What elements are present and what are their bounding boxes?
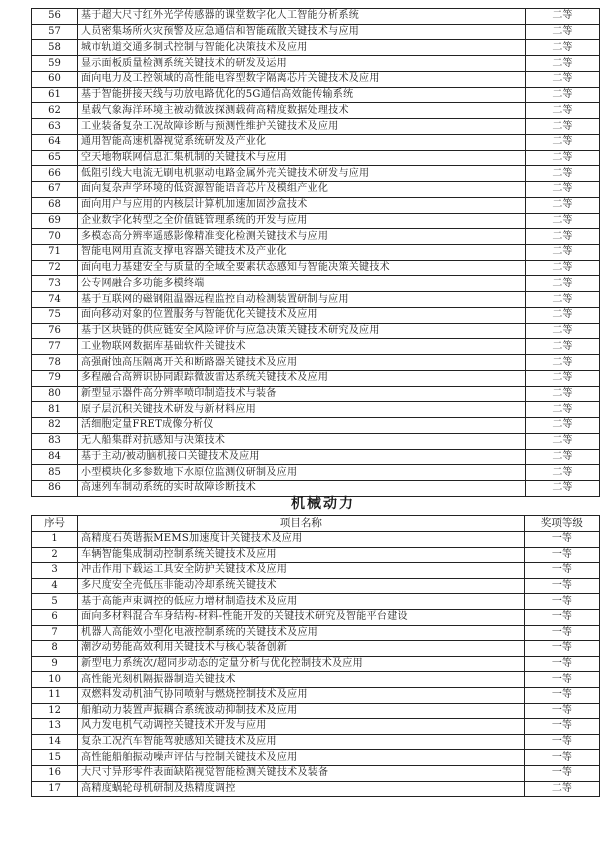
table-row	[32, 197, 600, 213]
table-row	[32, 402, 600, 418]
row-award-level: 二等	[525, 134, 599, 150]
table-row	[32, 449, 600, 465]
table-row	[32, 609, 600, 625]
table-row	[32, 781, 600, 797]
row-project-name: 公专网融合多功能多模终端	[77, 276, 525, 292]
table-row	[32, 24, 600, 40]
row-award-level: 一等	[524, 687, 599, 703]
row-award-level: 二等	[525, 292, 599, 308]
table-row	[32, 418, 600, 434]
row-project-name: 工业装备复杂工况故障诊断与预测性维护关键技术及应用	[77, 119, 525, 135]
row-project-name: 高精度蜗轮母机研制及热精度调控	[78, 781, 525, 797]
row-project-name: 面向电力及工控领域的高性能电容型数字隔离芯片关键技术及应用	[77, 71, 525, 87]
table-row	[32, 719, 600, 735]
row-serial-no: 8	[32, 641, 78, 657]
row-serial-no: 9	[32, 656, 78, 672]
row-serial-no: 6	[32, 609, 78, 625]
row-serial-no: 71	[32, 245, 78, 261]
row-project-name: 双燃料发动机油气协同喷射与燃烧控制技术及应用	[78, 687, 525, 703]
table-row	[32, 119, 600, 135]
table-row	[32, 9, 600, 25]
row-project-name: 高性能船舶振动噪声评估与控制关键技术及应用	[78, 750, 525, 766]
row-serial-no: 10	[32, 672, 78, 688]
row-award-level: 一等	[524, 765, 599, 781]
table-row	[32, 641, 600, 657]
row-award-level: 一等	[524, 532, 599, 548]
row-award-level: 二等	[525, 166, 599, 182]
row-award-level: 一等	[524, 719, 599, 735]
table-row	[32, 307, 600, 323]
table-row	[32, 765, 600, 781]
row-award-level: 一等	[524, 734, 599, 750]
row-award-level: 一等	[524, 703, 599, 719]
row-project-name: 高性能光刻机隔振器制造关键技术	[78, 672, 525, 688]
table-row	[32, 465, 600, 481]
row-serial-no: 64	[32, 134, 78, 150]
row-project-name: 企业数字化转型之全价值链管理系统的开发与应用	[77, 213, 525, 229]
row-project-name: 基于主动/被动脑机接口关键技术及应用	[77, 449, 525, 465]
row-project-name: 车辆智能集成制动控制系统关键技术及应用	[78, 547, 525, 563]
row-project-name: 潮汐动势能高效利用关键技术与核心装备创新	[78, 641, 525, 657]
row-project-name: 冲击作用下载运工具安全防护关键技术及应用	[78, 563, 525, 579]
row-serial-no: 69	[32, 213, 78, 229]
row-project-name: 面向多材料混合车身结构-材料-性能开发的关键技术研究及智能平台建设	[78, 609, 525, 625]
row-serial-no: 59	[32, 56, 78, 72]
row-serial-no: 12	[32, 703, 78, 719]
row-award-level: 一等	[524, 750, 599, 766]
row-serial-no: 77	[32, 339, 78, 355]
row-project-name: 面向电力基建安全与质量的全域全要素状态感知与智能决策关键技术	[77, 260, 525, 276]
row-serial-no: 13	[32, 719, 78, 735]
table-row	[32, 150, 600, 166]
row-award-level: 二等	[525, 418, 599, 434]
row-award-level: 二等	[525, 433, 599, 449]
row-serial-no: 79	[32, 370, 78, 386]
table-row	[32, 656, 600, 672]
table-row	[32, 672, 600, 688]
table-row	[32, 703, 600, 719]
row-award-level: 二等	[525, 355, 599, 371]
row-award-level: 二等	[525, 24, 599, 40]
row-award-level: 二等	[524, 781, 599, 797]
row-serial-no: 83	[32, 433, 78, 449]
row-serial-no: 73	[32, 276, 78, 292]
table-row	[32, 594, 600, 610]
row-serial-no: 75	[32, 307, 78, 323]
row-serial-no: 66	[32, 166, 78, 182]
row-serial-no: 17	[32, 781, 78, 797]
table-row	[32, 40, 600, 56]
row-serial-no: 63	[32, 119, 78, 135]
mechanical-power-table	[31, 515, 600, 797]
table-row	[32, 339, 600, 355]
row-serial-no: 1	[32, 532, 78, 548]
table-row	[32, 625, 600, 641]
row-award-level: 二等	[525, 465, 599, 481]
row-award-level: 二等	[525, 213, 599, 229]
row-project-name: 空天地物联网信息汇集机制的关键技术与应用	[77, 150, 525, 166]
row-award-level: 二等	[525, 87, 599, 103]
row-serial-no: 81	[32, 402, 78, 418]
row-award-level: 二等	[525, 370, 599, 386]
row-serial-no: 7	[32, 625, 78, 641]
row-award-level: 一等	[524, 656, 599, 672]
row-award-level: 二等	[525, 9, 599, 25]
row-award-level: 二等	[525, 119, 599, 135]
row-award-level: 二等	[525, 56, 599, 72]
row-serial-no: 5	[32, 594, 78, 610]
row-project-name: 基于区块链的供应链安全风险评价与应急决策关键技术研究及应用	[77, 323, 525, 339]
row-project-name: 新型电力系统次/超同步动态的定量分析与优化控制技术及应用	[78, 656, 525, 672]
row-project-name: 活细胞定量FRET成像分析仪	[77, 418, 525, 434]
table-row	[32, 370, 600, 386]
table-row	[32, 355, 600, 371]
row-project-name: 多模态高分辨率遥感影像精准变化检测关键技术与应用	[77, 229, 525, 245]
row-project-name: 星载气象海洋环境主被动微波探测载荷高精度数据处理技术	[77, 103, 525, 119]
row-serial-no: 62	[32, 103, 78, 119]
row-project-name: 基于高能声束调控的低应力增材制造技术及应用	[78, 594, 525, 610]
row-award-level: 二等	[525, 323, 599, 339]
row-award-level: 一等	[524, 547, 599, 563]
row-project-name: 基于互联网的磁钢阻温器远程监控自动检测装置研制与应用	[77, 292, 525, 308]
row-project-name: 复杂工况汽车智能驾驶感知关键技术及应用	[78, 734, 525, 750]
row-award-level: 二等	[525, 402, 599, 418]
row-award-level: 一等	[524, 594, 599, 610]
section-title: 机械动力	[291, 496, 355, 512]
row-serial-no: 82	[32, 418, 78, 434]
row-serial-no: 80	[32, 386, 78, 402]
row-award-level: 一等	[524, 563, 599, 579]
table-row	[32, 260, 600, 276]
table-row	[32, 750, 600, 766]
row-serial-no: 2	[32, 547, 78, 563]
row-project-name: 大尺寸异形零件表面缺陷视觉智能检测关键技术及装备	[78, 765, 525, 781]
row-award-level: 二等	[525, 386, 599, 402]
row-project-name: 面向复杂声学环境的低资源智能语音芯片及模组产业化	[77, 182, 525, 198]
row-award-level: 二等	[525, 71, 599, 87]
table-row	[32, 213, 600, 229]
table-row	[32, 103, 600, 119]
row-award-level: 一等	[524, 641, 599, 657]
row-award-level: 二等	[525, 150, 599, 166]
table-row	[32, 563, 600, 579]
row-project-name: 无人船集群对抗感知与决策技术	[77, 433, 525, 449]
row-serial-no: 85	[32, 465, 78, 481]
row-serial-no: 86	[32, 481, 78, 497]
table-row	[32, 182, 600, 198]
table-row	[32, 433, 600, 449]
row-project-name: 船舶动力装置声振耦合系统波动抑制技术及应用	[78, 703, 525, 719]
row-project-name: 显示面板质量检测系统关键技术的研发及运用	[77, 56, 525, 72]
row-project-name: 低阻引线大电流无刷电机驱动电路金属外壳关键技术研发与应用	[77, 166, 525, 182]
row-project-name: 机器人高能效小型化电液控制系统的关键技术及应用	[78, 625, 525, 641]
table-row	[32, 56, 600, 72]
row-award-level: 二等	[525, 103, 599, 119]
row-serial-no: 56	[32, 9, 78, 25]
row-serial-no: 76	[32, 323, 78, 339]
row-project-name: 高速列车制动系统的实时故障诊断技术	[77, 481, 525, 497]
row-award-level: 一等	[524, 609, 599, 625]
row-project-name: 小型模块化多参数地下水原位监测仪研制及应用	[77, 465, 525, 481]
row-project-name: 人员密集场所火灾预警及应急通信和智能疏散关键技术与应用	[77, 24, 525, 40]
row-project-name: 基于智能拼接天线与功放电路优化的5G通信高效能传输系统	[77, 87, 525, 103]
row-serial-no: 78	[32, 355, 78, 371]
table-row	[32, 245, 600, 261]
row-award-level: 一等	[524, 578, 599, 594]
awards-table-body	[32, 9, 600, 497]
row-serial-no: 65	[32, 150, 78, 166]
row-award-level: 二等	[525, 449, 599, 465]
row-serial-no: 74	[32, 292, 78, 308]
row-project-name: 通用智能高速机器视觉系统研发及产业化	[77, 134, 525, 150]
row-award-level: 二等	[525, 276, 599, 292]
row-serial-no: 72	[32, 260, 78, 276]
table-row	[32, 547, 600, 563]
row-award-level: 二等	[525, 245, 599, 261]
row-award-level: 一等	[524, 672, 599, 688]
awards-table-continued	[31, 8, 600, 497]
header-award-level: 奖项等级	[524, 516, 599, 532]
row-serial-no: 15	[32, 750, 78, 766]
row-project-name: 多程融合高辨识协同跟踪微波雷达系统关键技术及应用	[77, 370, 525, 386]
row-award-level: 二等	[525, 182, 599, 198]
row-project-name: 多尺度安全壳低压非能动冷却系统关键技术	[78, 578, 525, 594]
row-serial-no: 84	[32, 449, 78, 465]
row-serial-no: 60	[32, 71, 78, 87]
row-project-name: 高强耐蚀高压隔离开关和断路器关键技术及应用	[77, 355, 525, 371]
table-row	[32, 578, 600, 594]
table-row	[32, 292, 600, 308]
table-row	[32, 323, 600, 339]
row-serial-no: 58	[32, 40, 78, 56]
row-award-level: 二等	[525, 229, 599, 245]
row-award-level: 二等	[525, 40, 599, 56]
row-project-name: 面向用户与应用的内核层计算机加速加固沙盒技术	[77, 197, 525, 213]
header-project-name: 项目名称	[78, 516, 525, 532]
row-serial-no: 4	[32, 578, 78, 594]
table-row	[32, 166, 600, 182]
row-project-name: 面向移动对象的位置服务与智能优化关键技术及应用	[77, 307, 525, 323]
table-row	[32, 687, 600, 703]
table-row	[32, 229, 600, 245]
table-row	[32, 276, 600, 292]
row-serial-no: 14	[32, 734, 78, 750]
table-row	[32, 87, 600, 103]
table-row	[32, 386, 600, 402]
row-serial-no: 61	[32, 87, 78, 103]
row-serial-no: 67	[32, 182, 78, 198]
row-project-name: 工业物联网数据库基础软件关键技术	[77, 339, 525, 355]
mechanical-power-table-body	[32, 532, 600, 797]
header-serial-no: 序号	[32, 516, 78, 532]
row-serial-no: 3	[32, 563, 78, 579]
row-project-name: 高精度石英谐振MEMS加速度计关键技术及应用	[78, 532, 525, 548]
row-award-level: 二等	[525, 481, 599, 497]
table-header-row	[32, 516, 600, 532]
row-award-level: 二等	[525, 260, 599, 276]
row-project-name: 风力发电机气动调控关键技术开发与应用	[78, 719, 525, 735]
row-award-level: 一等	[524, 625, 599, 641]
row-serial-no: 70	[32, 229, 78, 245]
table-row	[32, 734, 600, 750]
row-serial-no: 16	[32, 765, 78, 781]
row-award-level: 二等	[525, 307, 599, 323]
row-award-level: 二等	[525, 197, 599, 213]
row-serial-no: 11	[32, 687, 78, 703]
row-project-name: 原子层沉积关键技术研发与新材料应用	[77, 402, 525, 418]
row-project-name: 智能电网用直流支撑电容器关键技术及产业化	[77, 245, 525, 261]
table-row	[32, 532, 600, 548]
table-row	[32, 71, 600, 87]
row-award-level: 二等	[525, 339, 599, 355]
row-project-name: 城市轨道交通多制式控制与智能化决策技术及应用	[77, 40, 525, 56]
row-serial-no: 68	[32, 197, 78, 213]
row-serial-no: 57	[32, 24, 78, 40]
row-project-name: 新型显示器件高分辨率喷印制造技术与装备	[77, 386, 525, 402]
row-project-name: 基于超大尺寸红外光学传感器的课堂数字化人工智能分析系统	[77, 9, 525, 25]
table-row	[32, 134, 600, 150]
